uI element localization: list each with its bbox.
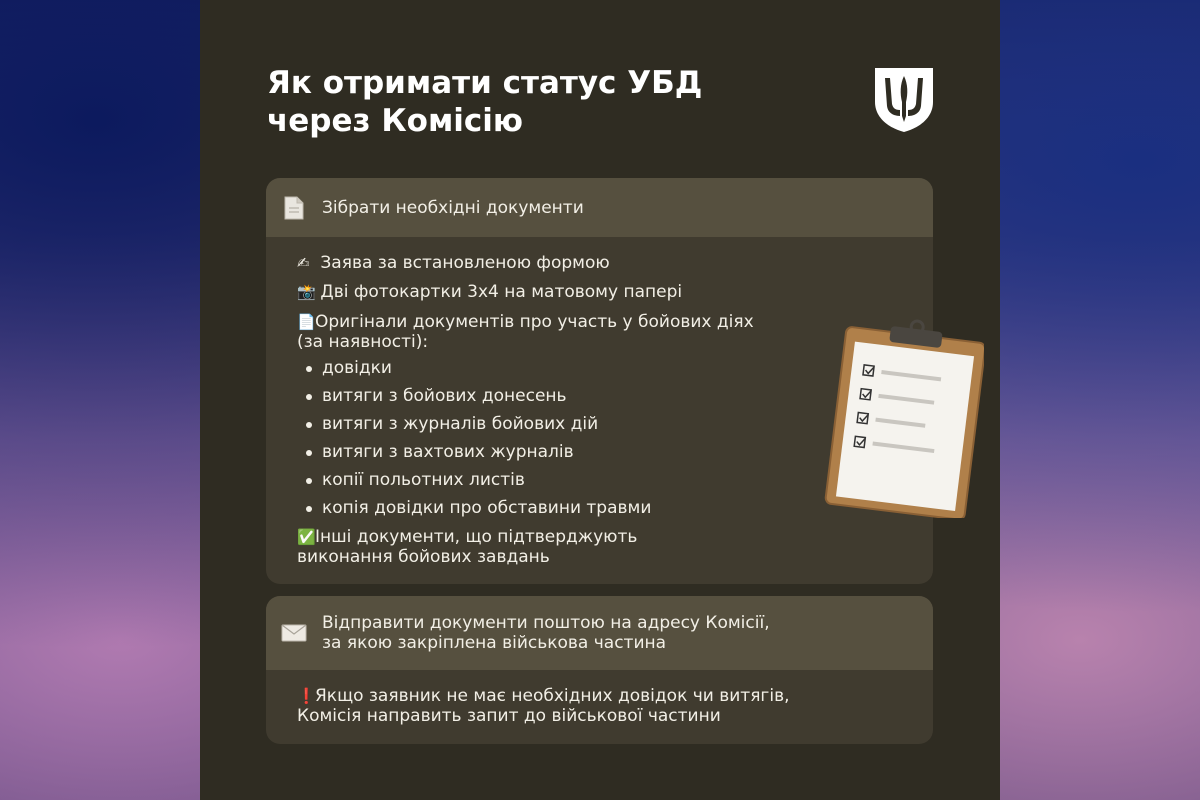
check-mark-icon: ✅ <box>297 528 316 546</box>
send-documents-section <box>266 596 933 744</box>
title-line-1: Як отримати статус УБД <box>267 65 703 101</box>
document-types-list <box>304 356 651 524</box>
list-item: витяги з бойових донесень <box>304 384 651 412</box>
list-item: копія довідки про обставини травми <box>304 496 651 524</box>
list-item: ✅Інші документи, що підтверджують виконання бойових завдань <box>297 527 638 567</box>
section-header <box>266 596 933 670</box>
camera-icon: 📸 <box>297 283 316 301</box>
page-icon: 📄 <box>297 313 316 331</box>
page-title <box>267 64 702 140</box>
note: ❗Якщо заявник не має необхідних довідок чи витягів, Комісія направить запит до військової частини <box>297 686 790 726</box>
list-item: 📄Оригінали документів про участь у бойових діях (за наявності): <box>297 312 754 352</box>
list-item: витяги з вахтових журналів <box>304 440 651 468</box>
section-title: Відправити документи поштою на адресу Комісії, за якою закріплена військова частина <box>322 613 770 653</box>
section-title: Зібрати необхідні документи <box>322 197 584 218</box>
info-card <box>200 0 1000 800</box>
list-item: копії польотних листів <box>304 468 651 496</box>
document-icon <box>284 196 304 220</box>
clipboard-checklist-icon <box>822 318 984 518</box>
writing-hand-icon: ✍ <box>297 254 310 272</box>
exclamation-icon: ❗ <box>297 687 316 705</box>
trident-shield-icon <box>873 66 935 134</box>
envelope-icon <box>281 624 307 642</box>
list-item: 📸 Дві фотокартки 3х4 на матовому папері <box>297 282 683 302</box>
list-item: витяги з журналів бойових дій <box>304 412 651 440</box>
list-item: довідки <box>304 356 651 384</box>
list-item: ✍ Заява за встановленою формою <box>297 253 610 273</box>
section-header <box>266 178 933 237</box>
title-line-2: через Комісію <box>267 103 524 139</box>
